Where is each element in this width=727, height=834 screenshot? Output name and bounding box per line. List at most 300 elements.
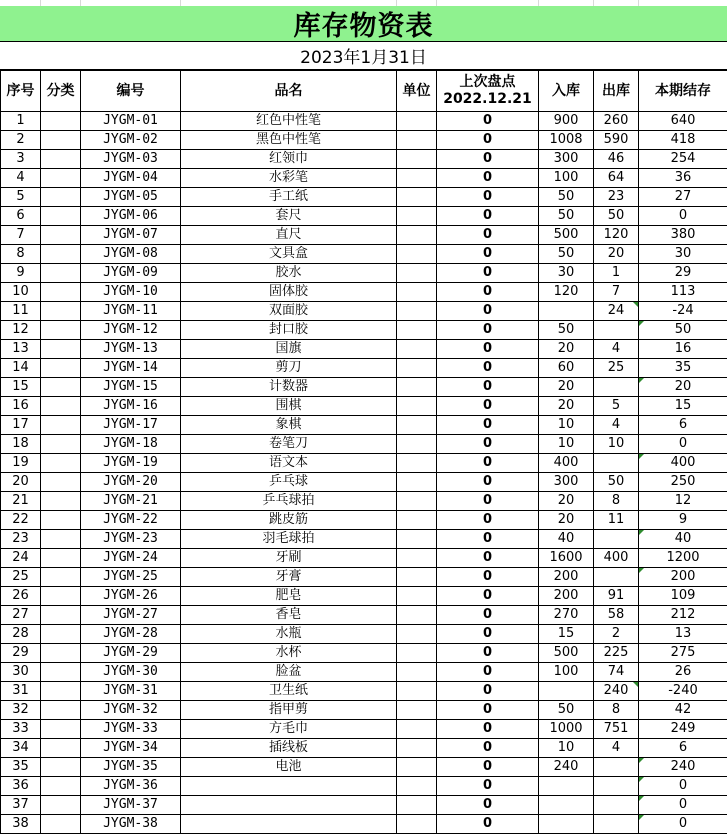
cell-balance[interactable] (639, 606, 727, 625)
cell-seq[interactable] (1, 283, 41, 302)
cell-balance[interactable] (639, 663, 727, 682)
sheet-date[interactable]: 2023年1月31日 (0, 42, 727, 70)
cell-in[interactable] (539, 169, 594, 188)
cell-prev[interactable] (437, 207, 539, 226)
cell-out[interactable] (594, 340, 639, 359)
cell-category[interactable] (41, 720, 81, 739)
cell-code[interactable] (81, 606, 181, 625)
cell-seq[interactable] (1, 777, 41, 796)
cell-name[interactable] (181, 701, 397, 720)
cell-code[interactable] (81, 302, 181, 321)
cell-unit[interactable] (397, 397, 437, 416)
cell-prev[interactable] (437, 150, 539, 169)
cell-unit[interactable] (397, 549, 437, 568)
cell-balance[interactable] (639, 302, 727, 321)
cell-in[interactable] (539, 302, 594, 321)
cell-prev[interactable] (437, 644, 539, 663)
cell-name[interactable] (181, 359, 397, 378)
cell-balance[interactable] (639, 245, 727, 264)
cell-code[interactable] (81, 568, 181, 587)
cell-balance[interactable] (639, 226, 727, 245)
cell-seq[interactable] (1, 112, 41, 131)
cell-category[interactable] (41, 416, 81, 435)
cell-in[interactable] (539, 701, 594, 720)
cell-in[interactable] (539, 492, 594, 511)
cell-name[interactable] (181, 663, 397, 682)
cell-out[interactable] (594, 169, 639, 188)
cell-name[interactable] (181, 378, 397, 397)
cell-out[interactable] (594, 321, 639, 340)
cell-balance[interactable] (639, 720, 727, 739)
cell-seq[interactable] (1, 606, 41, 625)
cell-name[interactable] (181, 587, 397, 606)
cell-seq[interactable] (1, 416, 41, 435)
cell-in[interactable] (539, 264, 594, 283)
cell-code[interactable] (81, 359, 181, 378)
cell-in[interactable] (539, 606, 594, 625)
cell-name[interactable] (181, 720, 397, 739)
cell-out[interactable] (594, 701, 639, 720)
cell-category[interactable] (41, 606, 81, 625)
cell-in[interactable] (539, 530, 594, 549)
cell-category[interactable] (41, 283, 81, 302)
cell-out[interactable] (594, 207, 639, 226)
cell-code[interactable] (81, 169, 181, 188)
cell-unit[interactable] (397, 321, 437, 340)
cell-in[interactable] (539, 587, 594, 606)
header-in[interactable]: 入库 (539, 71, 594, 112)
cell-in[interactable] (539, 321, 594, 340)
cell-name[interactable] (181, 568, 397, 587)
cell-seq[interactable] (1, 758, 41, 777)
cell-out[interactable] (594, 606, 639, 625)
cell-prev[interactable] (437, 663, 539, 682)
cell-unit[interactable] (397, 435, 437, 454)
cell-balance[interactable] (639, 777, 727, 796)
cell-category[interactable] (41, 131, 81, 150)
cell-unit[interactable] (397, 682, 437, 701)
cell-seq[interactable] (1, 150, 41, 169)
cell-seq[interactable] (1, 720, 41, 739)
cell-in[interactable] (539, 549, 594, 568)
cell-name[interactable] (181, 796, 397, 815)
cell-name[interactable] (181, 549, 397, 568)
cell-out[interactable] (594, 359, 639, 378)
cell-balance[interactable] (639, 359, 727, 378)
cell-prev[interactable] (437, 397, 539, 416)
cell-balance[interactable] (639, 815, 727, 834)
cell-code[interactable] (81, 226, 181, 245)
cell-unit[interactable] (397, 473, 437, 492)
cell-out[interactable] (594, 435, 639, 454)
cell-code[interactable] (81, 549, 181, 568)
cell-code[interactable] (81, 739, 181, 758)
cell-out[interactable] (594, 625, 639, 644)
cell-out[interactable] (594, 511, 639, 530)
cell-seq[interactable] (1, 701, 41, 720)
cell-name[interactable] (181, 682, 397, 701)
cell-in[interactable] (539, 207, 594, 226)
cell-balance[interactable] (639, 701, 727, 720)
cell-in[interactable] (539, 758, 594, 777)
cell-name[interactable] (181, 150, 397, 169)
cell-name[interactable] (181, 492, 397, 511)
cell-prev[interactable] (437, 511, 539, 530)
cell-out[interactable] (594, 644, 639, 663)
cell-name[interactable] (181, 340, 397, 359)
cell-prev[interactable] (437, 815, 539, 834)
cell-code[interactable] (81, 321, 181, 340)
cell-name[interactable] (181, 606, 397, 625)
cell-seq[interactable] (1, 302, 41, 321)
header-out[interactable]: 出库 (594, 71, 639, 112)
cell-code[interactable] (81, 815, 181, 834)
cell-seq[interactable] (1, 473, 41, 492)
cell-code[interactable] (81, 435, 181, 454)
cell-category[interactable] (41, 796, 81, 815)
cell-seq[interactable] (1, 511, 41, 530)
cell-prev[interactable] (437, 739, 539, 758)
cell-category[interactable] (41, 739, 81, 758)
cell-prev[interactable] (437, 435, 539, 454)
cell-unit[interactable] (397, 625, 437, 644)
cell-category[interactable] (41, 112, 81, 131)
cell-in[interactable] (539, 150, 594, 169)
cell-in[interactable] (539, 815, 594, 834)
cell-balance[interactable] (639, 511, 727, 530)
cell-unit[interactable] (397, 720, 437, 739)
cell-name[interactable] (181, 264, 397, 283)
cell-out[interactable] (594, 264, 639, 283)
cell-out[interactable] (594, 796, 639, 815)
cell-balance[interactable] (639, 131, 727, 150)
cell-out[interactable] (594, 739, 639, 758)
cell-balance[interactable] (639, 796, 727, 815)
cell-seq[interactable] (1, 587, 41, 606)
cell-balance[interactable] (639, 435, 727, 454)
cell-seq[interactable] (1, 815, 41, 834)
cell-in[interactable] (539, 435, 594, 454)
cell-in[interactable] (539, 245, 594, 264)
cell-in[interactable] (539, 131, 594, 150)
cell-out[interactable] (594, 302, 639, 321)
cell-out[interactable] (594, 283, 639, 302)
cell-seq[interactable] (1, 264, 41, 283)
cell-out[interactable] (594, 112, 639, 131)
cell-prev[interactable] (437, 720, 539, 739)
cell-unit[interactable] (397, 112, 437, 131)
cell-balance[interactable] (639, 739, 727, 758)
cell-balance[interactable] (639, 188, 727, 207)
cell-in[interactable] (539, 359, 594, 378)
cell-code[interactable] (81, 701, 181, 720)
cell-balance[interactable] (639, 169, 727, 188)
cell-category[interactable] (41, 625, 81, 644)
header-unit[interactable]: 单位 (397, 71, 437, 112)
cell-category[interactable] (41, 777, 81, 796)
cell-code[interactable] (81, 473, 181, 492)
cell-unit[interactable] (397, 226, 437, 245)
cell-balance[interactable] (639, 644, 727, 663)
header-balance[interactable]: 本期结存 (639, 71, 727, 112)
cell-code[interactable] (81, 378, 181, 397)
cell-out[interactable] (594, 397, 639, 416)
cell-out[interactable] (594, 473, 639, 492)
cell-prev[interactable] (437, 682, 539, 701)
cell-name[interactable] (181, 226, 397, 245)
cell-prev[interactable] (437, 131, 539, 150)
cell-name[interactable] (181, 302, 397, 321)
cell-code[interactable] (81, 625, 181, 644)
cell-category[interactable] (41, 264, 81, 283)
cell-seq[interactable] (1, 321, 41, 340)
cell-name[interactable] (181, 435, 397, 454)
cell-category[interactable] (41, 644, 81, 663)
cell-balance[interactable] (639, 454, 727, 473)
cell-in[interactable] (539, 511, 594, 530)
cell-unit[interactable] (397, 587, 437, 606)
cell-unit[interactable] (397, 169, 437, 188)
cell-in[interactable] (539, 473, 594, 492)
cell-in[interactable] (539, 682, 594, 701)
cell-unit[interactable] (397, 758, 437, 777)
cell-in[interactable] (539, 283, 594, 302)
cell-balance[interactable] (639, 682, 727, 701)
cell-out[interactable] (594, 150, 639, 169)
cell-category[interactable] (41, 587, 81, 606)
cell-unit[interactable] (397, 606, 437, 625)
cell-seq[interactable] (1, 378, 41, 397)
cell-name[interactable] (181, 625, 397, 644)
cell-name[interactable] (181, 397, 397, 416)
cell-out[interactable] (594, 416, 639, 435)
cell-unit[interactable] (397, 511, 437, 530)
cell-prev[interactable] (437, 340, 539, 359)
cell-unit[interactable] (397, 283, 437, 302)
cell-balance[interactable] (639, 378, 727, 397)
cell-prev[interactable] (437, 492, 539, 511)
cell-code[interactable] (81, 777, 181, 796)
cell-name[interactable] (181, 511, 397, 530)
cell-seq[interactable] (1, 435, 41, 454)
cell-category[interactable] (41, 682, 81, 701)
cell-prev[interactable] (437, 112, 539, 131)
cell-name[interactable] (181, 416, 397, 435)
cell-code[interactable] (81, 682, 181, 701)
cell-prev[interactable] (437, 473, 539, 492)
cell-prev[interactable] (437, 283, 539, 302)
cell-category[interactable] (41, 663, 81, 682)
cell-unit[interactable] (397, 568, 437, 587)
cell-prev[interactable] (437, 758, 539, 777)
cell-code[interactable] (81, 663, 181, 682)
cell-name[interactable] (181, 169, 397, 188)
cell-name[interactable] (181, 473, 397, 492)
cell-category[interactable] (41, 473, 81, 492)
cell-seq[interactable] (1, 682, 41, 701)
cell-prev[interactable] (437, 777, 539, 796)
cell-prev[interactable] (437, 264, 539, 283)
cell-unit[interactable] (397, 663, 437, 682)
cell-balance[interactable] (639, 397, 727, 416)
cell-seq[interactable] (1, 568, 41, 587)
cell-code[interactable] (81, 416, 181, 435)
cell-category[interactable] (41, 226, 81, 245)
cell-code[interactable] (81, 150, 181, 169)
cell-prev[interactable] (437, 701, 539, 720)
cell-code[interactable] (81, 131, 181, 150)
cell-seq[interactable] (1, 207, 41, 226)
cell-name[interactable] (181, 777, 397, 796)
cell-in[interactable] (539, 397, 594, 416)
cell-prev[interactable] (437, 625, 539, 644)
cell-code[interactable] (81, 283, 181, 302)
cell-out[interactable] (594, 454, 639, 473)
cell-category[interactable] (41, 340, 81, 359)
cell-name[interactable] (181, 112, 397, 131)
cell-prev[interactable] (437, 587, 539, 606)
cell-name[interactable] (181, 454, 397, 473)
cell-out[interactable] (594, 682, 639, 701)
cell-out[interactable] (594, 568, 639, 587)
cell-seq[interactable] (1, 397, 41, 416)
cell-in[interactable] (539, 644, 594, 663)
cell-name[interactable] (181, 758, 397, 777)
cell-code[interactable] (81, 245, 181, 264)
cell-code[interactable] (81, 454, 181, 473)
cell-category[interactable] (41, 549, 81, 568)
cell-unit[interactable] (397, 150, 437, 169)
cell-code[interactable] (81, 188, 181, 207)
cell-name[interactable] (181, 815, 397, 834)
cell-category[interactable] (41, 359, 81, 378)
cell-category[interactable] (41, 568, 81, 587)
cell-unit[interactable] (397, 777, 437, 796)
cell-category[interactable] (41, 245, 81, 264)
header-name[interactable]: 品名 (181, 71, 397, 112)
cell-seq[interactable] (1, 549, 41, 568)
cell-in[interactable] (539, 720, 594, 739)
cell-category[interactable] (41, 207, 81, 226)
cell-category[interactable] (41, 169, 81, 188)
cell-name[interactable] (181, 321, 397, 340)
cell-out[interactable] (594, 758, 639, 777)
cell-category[interactable] (41, 321, 81, 340)
cell-unit[interactable] (397, 188, 437, 207)
cell-balance[interactable] (639, 473, 727, 492)
sheet-title[interactable]: 库存物资表 (0, 6, 727, 42)
cell-in[interactable] (539, 568, 594, 587)
cell-unit[interactable] (397, 340, 437, 359)
cell-seq[interactable] (1, 796, 41, 815)
cell-code[interactable] (81, 720, 181, 739)
cell-prev[interactable] (437, 530, 539, 549)
cell-prev[interactable] (437, 454, 539, 473)
cell-name[interactable] (181, 131, 397, 150)
cell-unit[interactable] (397, 454, 437, 473)
cell-out[interactable] (594, 815, 639, 834)
cell-category[interactable] (41, 701, 81, 720)
cell-prev[interactable] (437, 321, 539, 340)
cell-in[interactable] (539, 226, 594, 245)
cell-category[interactable] (41, 397, 81, 416)
cell-code[interactable] (81, 796, 181, 815)
cell-prev[interactable] (437, 302, 539, 321)
cell-code[interactable] (81, 340, 181, 359)
cell-category[interactable] (41, 150, 81, 169)
cell-seq[interactable] (1, 340, 41, 359)
cell-name[interactable] (181, 644, 397, 663)
cell-out[interactable] (594, 378, 639, 397)
cell-seq[interactable] (1, 530, 41, 549)
cell-prev[interactable] (437, 796, 539, 815)
cell-category[interactable] (41, 188, 81, 207)
cell-unit[interactable] (397, 302, 437, 321)
cell-prev[interactable] (437, 359, 539, 378)
cell-unit[interactable] (397, 264, 437, 283)
cell-balance[interactable] (639, 416, 727, 435)
cell-name[interactable] (181, 245, 397, 264)
cell-category[interactable] (41, 454, 81, 473)
cell-prev[interactable] (437, 378, 539, 397)
cell-balance[interactable] (639, 264, 727, 283)
cell-balance[interactable] (639, 492, 727, 511)
cell-out[interactable] (594, 245, 639, 264)
cell-in[interactable] (539, 416, 594, 435)
cell-name[interactable] (181, 283, 397, 302)
cell-out[interactable] (594, 777, 639, 796)
cell-unit[interactable] (397, 416, 437, 435)
cell-balance[interactable] (639, 340, 727, 359)
header-prev-count[interactable] (437, 71, 539, 112)
cell-prev[interactable] (437, 549, 539, 568)
header-seq[interactable]: 序号 (1, 71, 41, 112)
cell-prev[interactable] (437, 606, 539, 625)
cell-code[interactable] (81, 587, 181, 606)
cell-seq[interactable] (1, 492, 41, 511)
cell-in[interactable] (539, 739, 594, 758)
cell-seq[interactable] (1, 454, 41, 473)
cell-code[interactable] (81, 530, 181, 549)
cell-seq[interactable] (1, 226, 41, 245)
cell-balance[interactable] (639, 568, 727, 587)
cell-out[interactable] (594, 188, 639, 207)
cell-prev[interactable] (437, 416, 539, 435)
cell-balance[interactable] (639, 207, 727, 226)
cell-in[interactable] (539, 188, 594, 207)
cell-out[interactable] (594, 663, 639, 682)
cell-prev[interactable] (437, 568, 539, 587)
cell-category[interactable] (41, 530, 81, 549)
cell-unit[interactable] (397, 378, 437, 397)
cell-category[interactable] (41, 435, 81, 454)
cell-category[interactable] (41, 492, 81, 511)
cell-code[interactable] (81, 397, 181, 416)
cell-unit[interactable] (397, 530, 437, 549)
cell-unit[interactable] (397, 701, 437, 720)
cell-in[interactable] (539, 112, 594, 131)
cell-name[interactable] (181, 530, 397, 549)
cell-seq[interactable] (1, 739, 41, 758)
cell-code[interactable] (81, 207, 181, 226)
cell-balance[interactable] (639, 758, 727, 777)
cell-seq[interactable] (1, 188, 41, 207)
cell-out[interactable] (594, 226, 639, 245)
cell-unit[interactable] (397, 492, 437, 511)
cell-unit[interactable] (397, 644, 437, 663)
cell-prev[interactable] (437, 226, 539, 245)
cell-code[interactable] (81, 511, 181, 530)
